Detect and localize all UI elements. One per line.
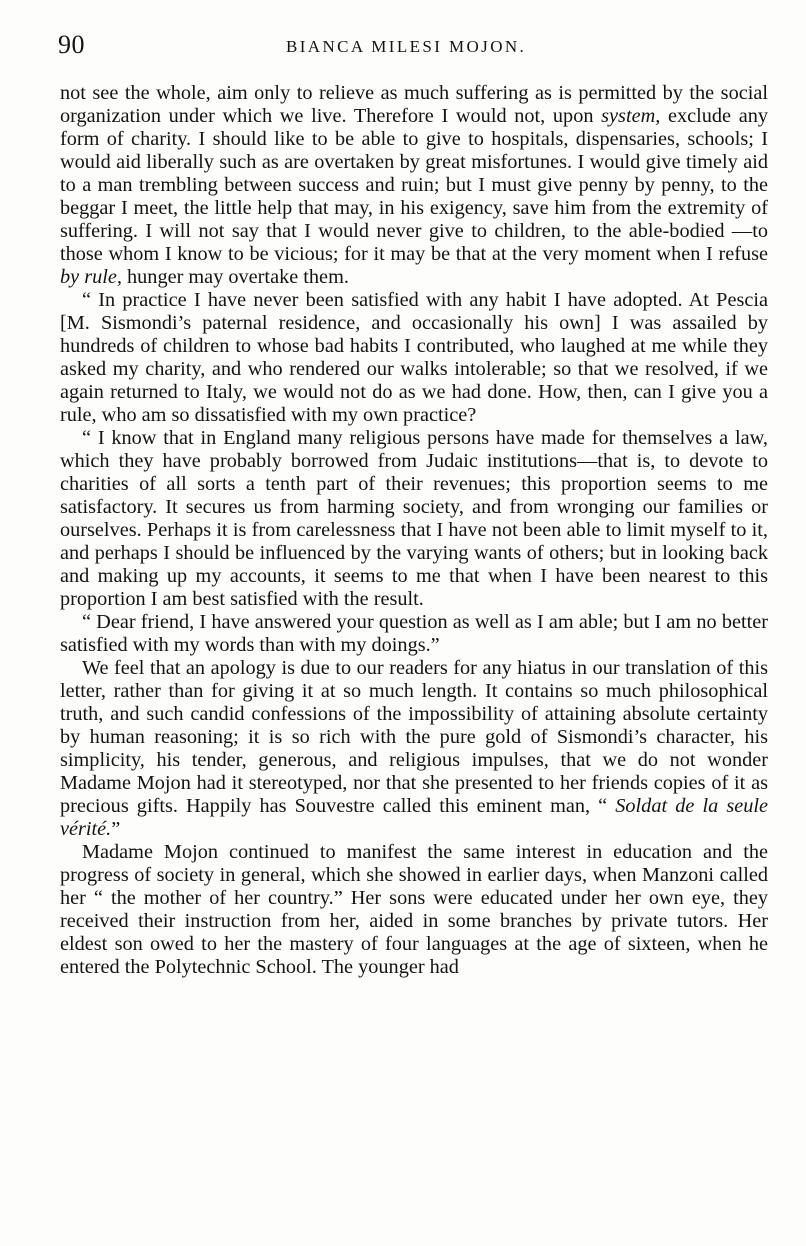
- page-number: 90: [58, 30, 85, 59]
- running-header: [58, 30, 770, 64]
- paragraph-5: We feel that an apology is due to our readers for any hiatus in our translation of this letter, rather than for giving it at so much length. It contains so much philosophical truth, and such candid confessions of the impossibility of attaining absolute certainty by human reasoning; it is so rich with the pure gold of Sismondi’s character, his simplicity, his tender, generous, and religious impulses, that we do not wonder Madame Mojon had it stereotyped, nor that she presented to her friends copies of it as precious gifts. Happily has Souvestre called this eminent man, “ Soldat de la seule vérité.”: [60, 657, 768, 840]
- body-text: [60, 82, 768, 979]
- paragraph-6: Madame Mojon continued to manifest the same interest in education and the progress of society in general, which she showed in earlier days, when Manzoni called her “ the mother of her country.” Her sons were educated under her own eye, they received their instruction from her, aided in some branches by private tutors. Her eldest son owed to her the mastery of four languages at the age of sixteen, when he entered the Polytechnic School. The younger had: [60, 841, 768, 978]
- running-title: BIANCA MILESI MOJON.: [286, 37, 527, 56]
- paragraph-4: “ Dear friend, I have answered your question as well as I am able; but I am no better satisfied with my words than with my doings.”: [60, 611, 768, 656]
- paragraph-1: not see the whole, aim only to relieve as much suffering as is permitted by the social organization under which we live. Therefore I would not, upon system, exclude any form of charity. I should like to be able to give to hospitals, dispensaries, schools; I would aid liberally such as are overtaken by great misfortunes. I would give timely aid to a man trembling between success and ruin; but I must give penny by penny, to the beggar I meet, the little help that may, in his exigency, save him from the extremity of suffering. I will not say that I would never give to children, to the able-bodied —to those whom I know to be vicious; for it may be that at the very moment when I refuse by rule, hunger may overtake them.: [60, 82, 768, 288]
- paragraph-2: “ In practice I have never been satisfied with any habit I have adopted. At Pescia [M. Sismondi’s paternal residence, and occasionally his own] I was assailed by hundreds of children to whose bad habits I contributed, who laughed at me while they asked my charity, and who rendered our walks intolerable; so that we resolved, if we again returned to Italy, we would not do as we had done. How, then, can I give you a rule, who am so dissatisfied with my own practice?: [60, 289, 768, 426]
- paragraph-3: “ I know that in England many religious persons have made for themselves a law, which they have probably borrowed from Judaic institutions—that is, to devote to charities of all sorts a tenth part of their revenues; this proportion seems to me satisfactory. It secures us from harming society, and from wronging our families or ourselves. Perhaps it is from carelessness that I have not been able to limit myself to it, and perhaps I should be influenced by the varying wants of others; but in looking back and making up my accounts, it seems to me that when I have been nearest to this proportion I am best satisfied with the result.: [60, 427, 768, 610]
